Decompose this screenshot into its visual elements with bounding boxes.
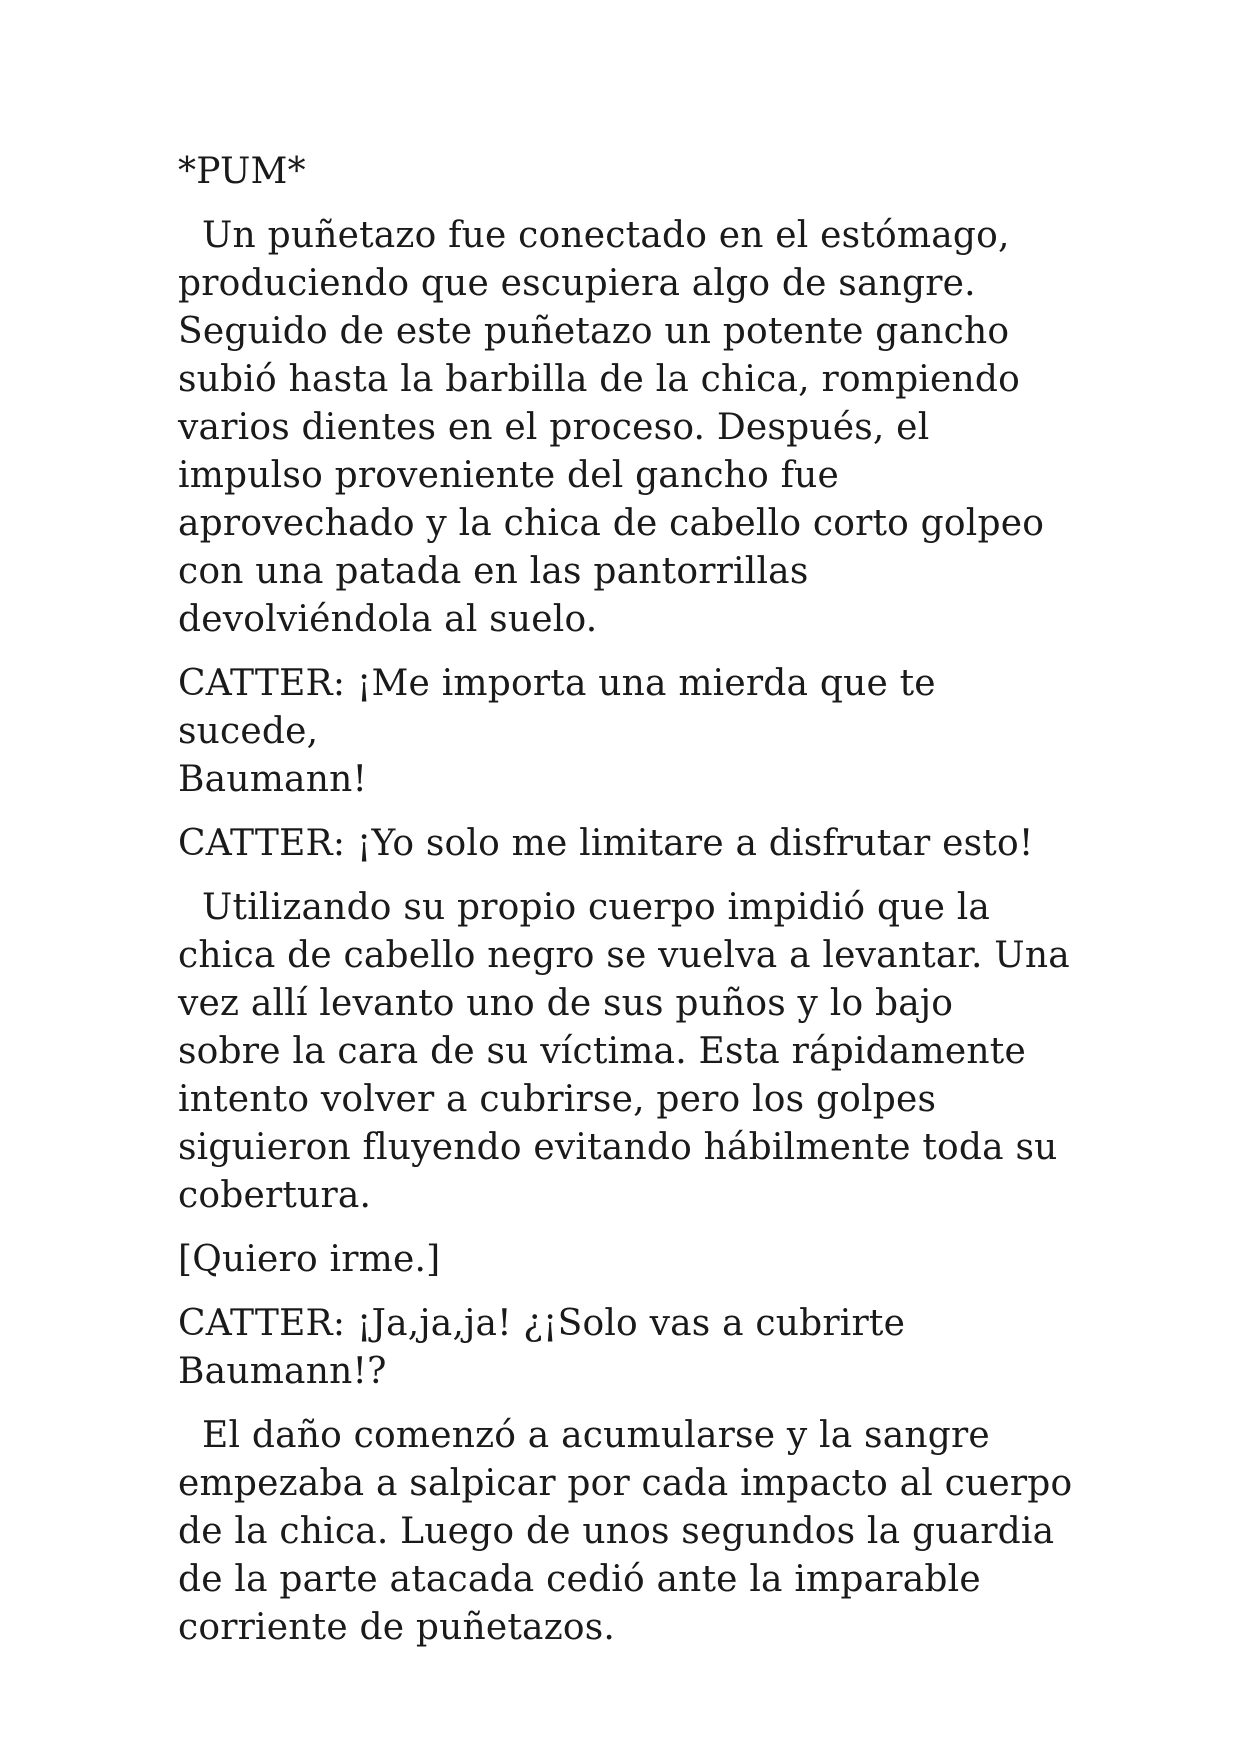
narration-paragraph: Un puñetazo fue conectado en el estómago, produciendo que escupiera algo de sangre. Seguido de este puñetazo un potente gancho subió hasta la barbilla de la chica, rompiendo varios dientes en el proceso. Después, el impulso proveniente del gancho fue aprovechado y la chica de cabello corto golpeo con una patada en las pantorrillas devolviéndola al suelo. [178, 215, 1045, 640]
dialogue-line: CATTER: ¡Ja,ja,ja! ¿¡Solo vas a cubrirte Baumann!? [178, 1303, 906, 1392]
narration-paragraph: El daño comenzó a acumularse y la sangre empezaba a salpicar por cada impacto al cuerpo de la chica. Luego de unos segundos la guardia de la parte atacada cedió ante la imparable corriente de puñetazos. [178, 1415, 1073, 1648]
document-page [178, 148, 1078, 1668]
dialogue-line: CATTER: ¡Me importa una mierda que te sucede, Baumann! [178, 663, 936, 800]
thought-line: [Quiero irme.] [178, 1239, 441, 1280]
narration-paragraph: Utilizando su propio cuerpo impidió que la chica de cabello negro se vuelva a levantar. Una vez allí levanto uno de sus puños y lo bajo sobre la cara de su víctima. Esta rápidamente intento volver a cubrirse, pero los golpes siguieron fluyendo evitando hábilmente toda su cobertura. [178, 887, 1070, 1216]
dialogue-line: CATTER: ¡Yo solo me limitare a disfrutar esto! [178, 823, 1034, 864]
sound-effect-line: *PUM* [178, 151, 306, 192]
